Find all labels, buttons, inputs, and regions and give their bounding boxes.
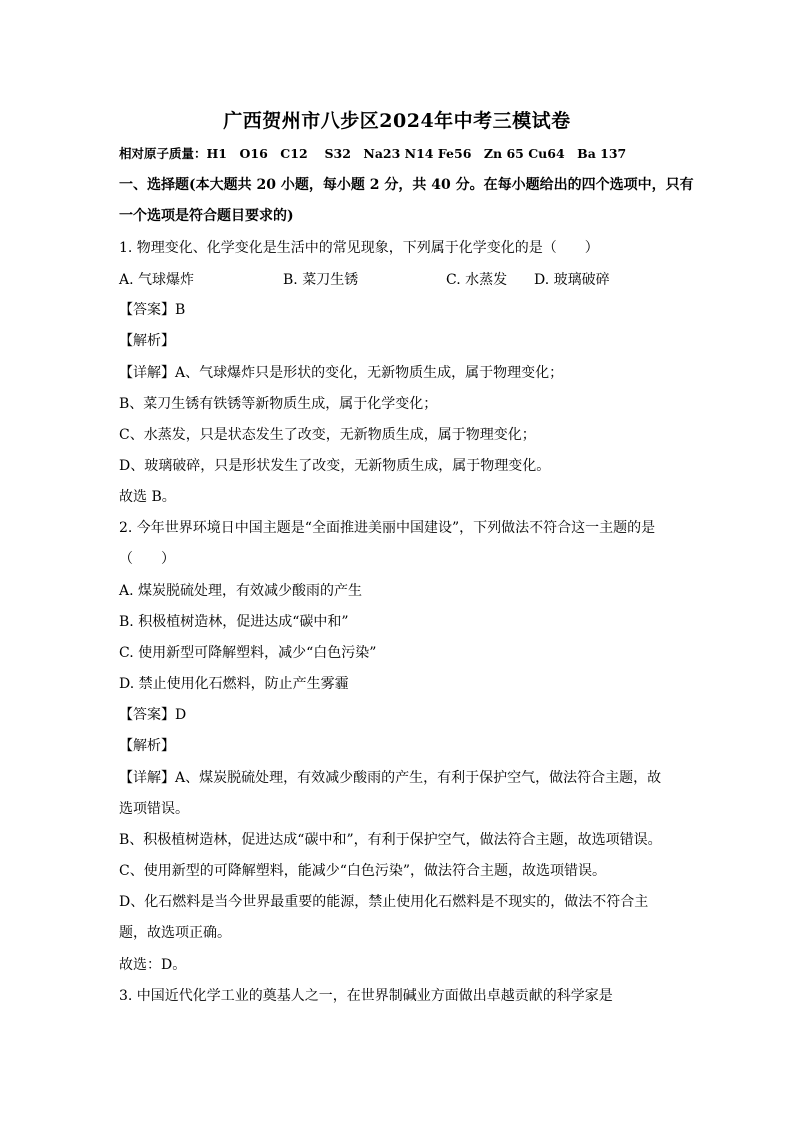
q2-stem-line-1: 2. 今年世界环境日中国主题是“全面推进美丽中国建设”，下列做法不符合这一主题的是 bbox=[119, 520, 656, 536]
atomic-mass-line: 相对原子质量：H1 O16 C12 S32 Na23 N14 Fe56 Zn 65 Cu64 Ba 137 bbox=[119, 146, 627, 161]
q2-analysis-label: 【解析】 bbox=[119, 738, 175, 754]
q2-option-c: C. 使用新型可降解塑料，减少“白色污染” bbox=[119, 645, 377, 661]
q2-detail-2: 选项错误。 bbox=[119, 801, 189, 817]
q1-options bbox=[119, 270, 679, 290]
q1-option-d: D. 玻璃破碎 bbox=[534, 272, 610, 288]
q1-conclusion: 故选 B。 bbox=[119, 489, 176, 505]
q1-detail-4: D、玻璃破碎，只是形状发生了改变，无新物质生成，属于物理变化。 bbox=[119, 458, 551, 474]
q2-option-d: D. 禁止使用化石燃料，防止产生雾霾 bbox=[119, 676, 349, 692]
q1-detail-2: B、菜刀生锈有铁锈等新物质生成，属于化学变化； bbox=[119, 396, 438, 412]
section-heading-line-2: 一个选项是符合题目要求的) bbox=[119, 208, 294, 224]
q2-detail-1: 【详解】A、煤炭脱硫处理，有效减少酸雨的产生，有利于保护空气，做法符合主题，故 bbox=[119, 770, 662, 786]
q1-option-c: C. 水蒸发 bbox=[446, 272, 508, 288]
section-heading-line-1: 一、选择题(本大题共 20 小题，每小题 2 分，共 40 分。在每小题给出的四个选项中，只有 bbox=[119, 177, 694, 193]
q2-option-a: A. 煤炭脱硫处理，有效减少酸雨的产生 bbox=[119, 583, 363, 599]
q2-detail-5: D、化石燃料是当今世界最重要的能源，禁止使用化石燃料是不现实的，做法不符合主 bbox=[119, 894, 649, 910]
q1-detail-3: C、水蒸发，只是状态发生了改变，无新物质生成，属于物理变化； bbox=[119, 427, 536, 443]
q1-analysis-label: 【解析】 bbox=[119, 333, 175, 349]
q2-stem-line-2: （ ） bbox=[119, 551, 175, 567]
q2-option-b: B. 积极植树造林，促进达成“碳中和” bbox=[119, 614, 349, 630]
exam-title: 广西贺州市八步区2024年中考三模试卷 bbox=[223, 110, 571, 132]
q3-stem: 3. 中国近代化学工业的奠基人之一，在世界制碱业方面做出卓越贡献的科学家是 bbox=[119, 988, 613, 1004]
q2-answer: 【答案】D bbox=[119, 707, 187, 723]
q2-conclusion: 故选：D。 bbox=[119, 957, 187, 973]
q2-detail-6: 题，故选项正确。 bbox=[119, 925, 231, 941]
q1-option-a: A. 气球爆炸 bbox=[119, 272, 195, 288]
q1-detail-1: 【详解】A、气球爆炸只是形状的变化，无新物质生成，属于物理变化； bbox=[119, 365, 564, 381]
q2-detail-4: C、使用新型的可降解塑料，能减少“白色污染”，做法符合主题，故选项错误。 bbox=[119, 863, 607, 879]
q1-answer: 【答案】B bbox=[119, 302, 186, 318]
q2-detail-3: B、积极植树造林，促进达成“碳中和”，有利于保护空气，做法符合主题，故选项错误。 bbox=[119, 832, 662, 848]
q1-option-b: B. 菜刀生锈 bbox=[283, 272, 359, 288]
q1-stem: 1. 物理变化、化学变化是生活中的常见现象，下列属于化学变化的是（ ） bbox=[119, 240, 599, 256]
